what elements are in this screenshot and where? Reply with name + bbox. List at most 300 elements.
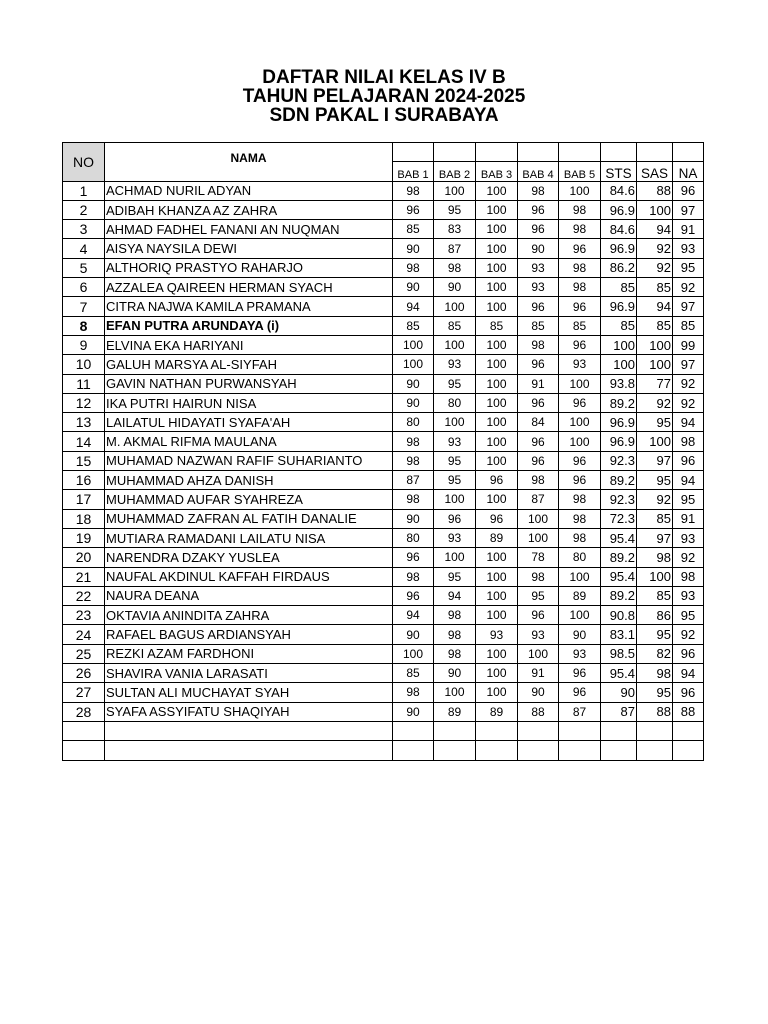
cell-bab5: 93 bbox=[559, 355, 601, 374]
cell-na: 99 bbox=[673, 335, 704, 354]
header-spacer bbox=[559, 143, 601, 162]
blank-cell bbox=[393, 721, 434, 740]
cell-na: 92 bbox=[673, 278, 704, 297]
cell-na: 88 bbox=[673, 702, 704, 721]
cell-nama: ALTHORIQ PRASTYO RAHARJO bbox=[105, 258, 393, 277]
cell-bab1: 96 bbox=[393, 200, 434, 219]
table-row bbox=[63, 239, 704, 258]
cell-bab2: 89 bbox=[434, 702, 476, 721]
cell-no: 2 bbox=[63, 200, 105, 219]
grades-table bbox=[62, 142, 704, 761]
cell-bab5: 98 bbox=[559, 220, 601, 239]
cell-nama: AZZALEA QAIREEN HERMAN SYACH bbox=[105, 278, 393, 297]
cell-bab4: 98 bbox=[518, 567, 559, 586]
cell-na: 93 bbox=[673, 528, 704, 547]
cell-no: 7 bbox=[63, 297, 105, 316]
cell-nama: MUHAMAD NAZWAN RAFIF SUHARIANTO bbox=[105, 451, 393, 470]
blank-cell bbox=[518, 741, 559, 760]
header-sts: STS bbox=[601, 162, 637, 181]
cell-sas: 86 bbox=[637, 606, 673, 625]
cell-bab4: 96 bbox=[518, 200, 559, 219]
cell-bab1: 87 bbox=[393, 471, 434, 490]
cell-na: 92 bbox=[673, 548, 704, 567]
cell-bab4: 84 bbox=[518, 413, 559, 432]
cell-bab5: 98 bbox=[559, 528, 601, 547]
cell-bab2: 87 bbox=[434, 239, 476, 258]
blank-cell bbox=[434, 741, 476, 760]
cell-no: 9 bbox=[63, 335, 105, 354]
cell-sts: 84.6 bbox=[601, 220, 637, 239]
cell-bab3: 93 bbox=[476, 625, 518, 644]
cell-bab3: 100 bbox=[476, 181, 518, 200]
cell-sas: 94 bbox=[637, 220, 673, 239]
cell-bab5: 98 bbox=[559, 509, 601, 528]
cell-no: 12 bbox=[63, 393, 105, 412]
cell-bab2: 100 bbox=[434, 490, 476, 509]
cell-sts: 84.6 bbox=[601, 181, 637, 200]
cell-nama: OKTAVIA ANINDITA ZAHRA bbox=[105, 606, 393, 625]
table-row bbox=[63, 528, 704, 547]
cell-na: 95 bbox=[673, 490, 704, 509]
cell-bab3: 100 bbox=[476, 200, 518, 219]
cell-bab1: 100 bbox=[393, 355, 434, 374]
title-line-2: TAHUN PELAJARAN 2024-2025 bbox=[242, 86, 526, 107]
blank-cell bbox=[601, 721, 637, 740]
cell-na: 98 bbox=[673, 432, 704, 451]
cell-no: 10 bbox=[63, 355, 105, 374]
cell-bab3: 100 bbox=[476, 548, 518, 567]
header-na: NA bbox=[673, 162, 704, 181]
cell-bab5: 98 bbox=[559, 490, 601, 509]
cell-no: 15 bbox=[63, 451, 105, 470]
cell-sas: 100 bbox=[637, 200, 673, 219]
cell-sas: 98 bbox=[637, 664, 673, 683]
cell-bab3: 100 bbox=[476, 413, 518, 432]
cell-sts: 96.9 bbox=[601, 239, 637, 258]
cell-bab2: 98 bbox=[434, 606, 476, 625]
cell-bab3: 100 bbox=[476, 335, 518, 354]
cell-sts: 95.4 bbox=[601, 528, 637, 547]
table-row bbox=[63, 413, 704, 432]
cell-bab2: 98 bbox=[434, 625, 476, 644]
header-spacer bbox=[518, 143, 559, 162]
cell-sas: 97 bbox=[637, 451, 673, 470]
table-row bbox=[63, 374, 704, 393]
table-row bbox=[63, 664, 704, 683]
cell-nama: M. AKMAL RIFMA MAULANA bbox=[105, 432, 393, 451]
header-spacer bbox=[601, 143, 637, 162]
table-row bbox=[63, 181, 704, 200]
table-row bbox=[63, 567, 704, 586]
cell-sas: 85 bbox=[637, 278, 673, 297]
cell-sas: 85 bbox=[637, 509, 673, 528]
cell-bab1: 80 bbox=[393, 528, 434, 547]
blank-cell bbox=[673, 741, 704, 760]
blank-cell bbox=[393, 741, 434, 760]
cell-bab2: 95 bbox=[434, 374, 476, 393]
cell-bab4: 96 bbox=[518, 606, 559, 625]
cell-bab3: 100 bbox=[476, 297, 518, 316]
cell-na: 94 bbox=[673, 413, 704, 432]
cell-bab1: 98 bbox=[393, 181, 434, 200]
header-nama: NAMA bbox=[105, 143, 393, 182]
cell-na: 91 bbox=[673, 509, 704, 528]
cell-sas: 95 bbox=[637, 683, 673, 702]
cell-nama: EFAN PUTRA ARUNDAYA (i) bbox=[105, 316, 393, 335]
cell-bab2: 90 bbox=[434, 278, 476, 297]
cell-bab2: 100 bbox=[434, 683, 476, 702]
cell-bab2: 100 bbox=[434, 413, 476, 432]
cell-na: 85 bbox=[673, 316, 704, 335]
cell-sas: 100 bbox=[637, 432, 673, 451]
cell-bab3: 100 bbox=[476, 451, 518, 470]
cell-sas: 77 bbox=[637, 374, 673, 393]
header-spacer bbox=[393, 143, 434, 162]
blank-cell bbox=[476, 741, 518, 760]
header-bab3: BAB 3 bbox=[476, 162, 518, 181]
cell-bab4: 98 bbox=[518, 335, 559, 354]
cell-bab5: 98 bbox=[559, 258, 601, 277]
cell-nama: ADIBAH KHANZA AZ ZAHRA bbox=[105, 200, 393, 219]
cell-no: 16 bbox=[63, 471, 105, 490]
cell-bab3: 100 bbox=[476, 664, 518, 683]
cell-bab1: 90 bbox=[393, 625, 434, 644]
cell-bab2: 98 bbox=[434, 644, 476, 663]
blank-cell bbox=[559, 741, 601, 760]
cell-bab5: 80 bbox=[559, 548, 601, 567]
cell-bab1: 98 bbox=[393, 451, 434, 470]
cell-sas: 92 bbox=[637, 258, 673, 277]
cell-bab3: 100 bbox=[476, 239, 518, 258]
cell-nama: ELVINA EKA HARIYANI bbox=[105, 335, 393, 354]
blank-cell bbox=[637, 721, 673, 740]
cell-bab4: 96 bbox=[518, 355, 559, 374]
blank-cell bbox=[637, 741, 673, 760]
cell-bab2: 85 bbox=[434, 316, 476, 335]
cell-na: 93 bbox=[673, 586, 704, 605]
cell-na: 97 bbox=[673, 297, 704, 316]
cell-bab4: 78 bbox=[518, 548, 559, 567]
cell-bab3: 89 bbox=[476, 528, 518, 547]
cell-nama: REZKI AZAM FARDHONI bbox=[105, 644, 393, 663]
cell-bab1: 85 bbox=[393, 664, 434, 683]
cell-nama: IKA PUTRI HAIRUN NISA bbox=[105, 393, 393, 412]
cell-no: 23 bbox=[63, 606, 105, 625]
table-row bbox=[63, 393, 704, 412]
cell-no: 22 bbox=[63, 586, 105, 605]
cell-bab4: 96 bbox=[518, 220, 559, 239]
cell-na: 95 bbox=[673, 606, 704, 625]
cell-bab4: 85 bbox=[518, 316, 559, 335]
cell-bab3: 85 bbox=[476, 316, 518, 335]
cell-nama: AISYA NAYSILA DEWI bbox=[105, 239, 393, 258]
cell-bab1: 85 bbox=[393, 316, 434, 335]
blank-cell bbox=[105, 721, 393, 740]
header-row-top bbox=[63, 143, 704, 162]
cell-bab1: 94 bbox=[393, 297, 434, 316]
cell-sts: 90 bbox=[601, 683, 637, 702]
cell-na: 96 bbox=[673, 644, 704, 663]
cell-bab5: 93 bbox=[559, 644, 601, 663]
table-row bbox=[63, 606, 704, 625]
table-row bbox=[63, 200, 704, 219]
cell-nama: SYAFA ASSYIFATU SHAQIYAH bbox=[105, 702, 393, 721]
header-bab1: BAB 1 bbox=[393, 162, 434, 181]
header-sas: SAS bbox=[637, 162, 673, 181]
cell-no: 20 bbox=[63, 548, 105, 567]
cell-bab3: 100 bbox=[476, 432, 518, 451]
cell-no: 25 bbox=[63, 644, 105, 663]
cell-sas: 92 bbox=[637, 490, 673, 509]
cell-bab5: 100 bbox=[559, 374, 601, 393]
header-spacer bbox=[637, 143, 673, 162]
cell-na: 92 bbox=[673, 625, 704, 644]
cell-sts: 89.2 bbox=[601, 393, 637, 412]
cell-bab4: 98 bbox=[518, 181, 559, 200]
title-line-3: SDN PAKAL I SURABAYA bbox=[269, 105, 499, 126]
cell-no: 6 bbox=[63, 278, 105, 297]
cell-nama: MUTIARA RAMADANI LAILATU NISA bbox=[105, 528, 393, 547]
table-row bbox=[63, 586, 704, 605]
table-row bbox=[63, 316, 704, 335]
cell-bab3: 100 bbox=[476, 355, 518, 374]
cell-bab4: 91 bbox=[518, 664, 559, 683]
cell-bab5: 100 bbox=[559, 606, 601, 625]
title-line-1: DAFTAR NILAI KELAS IV B bbox=[262, 67, 506, 88]
cell-bab5: 100 bbox=[559, 413, 601, 432]
blank-cell bbox=[518, 721, 559, 740]
cell-na: 96 bbox=[673, 451, 704, 470]
cell-na: 91 bbox=[673, 220, 704, 239]
cell-sas: 98 bbox=[637, 548, 673, 567]
cell-bab2: 100 bbox=[434, 335, 476, 354]
cell-bab4: 90 bbox=[518, 239, 559, 258]
cell-sas: 94 bbox=[637, 297, 673, 316]
cell-bab4: 91 bbox=[518, 374, 559, 393]
cell-sts: 85 bbox=[601, 316, 637, 335]
cell-sas: 95 bbox=[637, 625, 673, 644]
cell-sas: 85 bbox=[637, 586, 673, 605]
cell-sts: 93.8 bbox=[601, 374, 637, 393]
cell-bab5: 96 bbox=[559, 335, 601, 354]
cell-bab1: 100 bbox=[393, 335, 434, 354]
table-row bbox=[63, 644, 704, 663]
cell-bab2: 93 bbox=[434, 355, 476, 374]
blank-row bbox=[63, 741, 704, 760]
cell-bab4: 100 bbox=[518, 644, 559, 663]
table-row bbox=[63, 451, 704, 470]
cell-bab3: 100 bbox=[476, 644, 518, 663]
cell-bab3: 100 bbox=[476, 606, 518, 625]
cell-sts: 83.1 bbox=[601, 625, 637, 644]
cell-no: 5 bbox=[63, 258, 105, 277]
cell-bab5: 96 bbox=[559, 471, 601, 490]
table-row bbox=[63, 548, 704, 567]
cell-bab4: 87 bbox=[518, 490, 559, 509]
cell-nama: NAURA DEANA bbox=[105, 586, 393, 605]
cell-bab2: 90 bbox=[434, 664, 476, 683]
cell-bab4: 96 bbox=[518, 451, 559, 470]
cell-nama: ACHMAD NURIL ADYAN bbox=[105, 181, 393, 200]
table-row bbox=[63, 702, 704, 721]
cell-bab4: 96 bbox=[518, 432, 559, 451]
cell-nama: SULTAN ALI MUCHAYAT SYAH bbox=[105, 683, 393, 702]
cell-bab3: 100 bbox=[476, 220, 518, 239]
header-bab4: BAB 4 bbox=[518, 162, 559, 181]
cell-nama: MUHAMMAD AUFAR SYAHREZA bbox=[105, 490, 393, 509]
cell-no: 1 bbox=[63, 181, 105, 200]
table-row bbox=[63, 278, 704, 297]
cell-bab2: 100 bbox=[434, 181, 476, 200]
cell-bab2: 94 bbox=[434, 586, 476, 605]
header-spacer bbox=[434, 143, 476, 162]
cell-na: 98 bbox=[673, 567, 704, 586]
cell-bab3: 100 bbox=[476, 586, 518, 605]
cell-bab5: 100 bbox=[559, 432, 601, 451]
cell-sas: 97 bbox=[637, 528, 673, 547]
cell-bab1: 90 bbox=[393, 393, 434, 412]
cell-na: 94 bbox=[673, 471, 704, 490]
cell-bab5: 87 bbox=[559, 702, 601, 721]
cell-sts: 90.8 bbox=[601, 606, 637, 625]
cell-bab3: 100 bbox=[476, 278, 518, 297]
cell-bab5: 96 bbox=[559, 297, 601, 316]
cell-sts: 96.9 bbox=[601, 200, 637, 219]
cell-na: 97 bbox=[673, 200, 704, 219]
table-row bbox=[63, 625, 704, 644]
cell-bab3: 96 bbox=[476, 471, 518, 490]
cell-sts: 95.4 bbox=[601, 567, 637, 586]
cell-no: 4 bbox=[63, 239, 105, 258]
cell-bab4: 96 bbox=[518, 393, 559, 412]
table-row bbox=[63, 335, 704, 354]
cell-sas: 88 bbox=[637, 702, 673, 721]
cell-nama: SHAVIRA VANIA LARASATI bbox=[105, 664, 393, 683]
cell-sts: 100 bbox=[601, 355, 637, 374]
header-bab2: BAB 2 bbox=[434, 162, 476, 181]
cell-no: 11 bbox=[63, 374, 105, 393]
table-row bbox=[63, 683, 704, 702]
cell-bab4: 100 bbox=[518, 528, 559, 547]
cell-bab4: 100 bbox=[518, 509, 559, 528]
cell-sts: 86.2 bbox=[601, 258, 637, 277]
cell-bab1: 90 bbox=[393, 509, 434, 528]
cell-bab3: 100 bbox=[476, 393, 518, 412]
cell-no: 27 bbox=[63, 683, 105, 702]
cell-bab1: 100 bbox=[393, 644, 434, 663]
cell-sas: 95 bbox=[637, 413, 673, 432]
cell-bab1: 80 bbox=[393, 413, 434, 432]
cell-no: 28 bbox=[63, 702, 105, 721]
cell-bab4: 95 bbox=[518, 586, 559, 605]
cell-sts: 98.5 bbox=[601, 644, 637, 663]
blank-cell bbox=[476, 721, 518, 740]
cell-bab2: 100 bbox=[434, 548, 476, 567]
cell-sas: 82 bbox=[637, 644, 673, 663]
cell-bab5: 96 bbox=[559, 393, 601, 412]
cell-bab5: 89 bbox=[559, 586, 601, 605]
cell-bab4: 96 bbox=[518, 297, 559, 316]
cell-bab2: 95 bbox=[434, 200, 476, 219]
cell-bab2: 83 bbox=[434, 220, 476, 239]
cell-bab1: 94 bbox=[393, 606, 434, 625]
cell-na: 97 bbox=[673, 355, 704, 374]
cell-bab1: 96 bbox=[393, 548, 434, 567]
cell-sas: 88 bbox=[637, 181, 673, 200]
cell-sts: 96.9 bbox=[601, 413, 637, 432]
cell-bab4: 93 bbox=[518, 258, 559, 277]
cell-no: 24 bbox=[63, 625, 105, 644]
table-row bbox=[63, 297, 704, 316]
cell-bab5: 98 bbox=[559, 278, 601, 297]
cell-na: 96 bbox=[673, 181, 704, 200]
cell-no: 3 bbox=[63, 220, 105, 239]
cell-no: 17 bbox=[63, 490, 105, 509]
cell-bab1: 98 bbox=[393, 567, 434, 586]
cell-sts: 95.4 bbox=[601, 664, 637, 683]
header-bab5: BAB 5 bbox=[559, 162, 601, 181]
cell-no: 8 bbox=[63, 316, 105, 335]
table-row bbox=[63, 355, 704, 374]
document-title bbox=[0, 68, 768, 125]
cell-sas: 85 bbox=[637, 316, 673, 335]
blank-cell bbox=[601, 741, 637, 760]
cell-bab2: 93 bbox=[434, 432, 476, 451]
header-spacer bbox=[673, 143, 704, 162]
cell-bab5: 96 bbox=[559, 239, 601, 258]
cell-bab2: 96 bbox=[434, 509, 476, 528]
cell-bab5: 96 bbox=[559, 451, 601, 470]
cell-bab1: 90 bbox=[393, 374, 434, 393]
cell-bab3: 89 bbox=[476, 702, 518, 721]
cell-bab3: 100 bbox=[476, 258, 518, 277]
cell-sts: 89.2 bbox=[601, 586, 637, 605]
cell-bab5: 96 bbox=[559, 664, 601, 683]
cell-bab4: 88 bbox=[518, 702, 559, 721]
cell-no: 18 bbox=[63, 509, 105, 528]
cell-bab2: 98 bbox=[434, 258, 476, 277]
cell-bab3: 100 bbox=[476, 683, 518, 702]
cell-nama: MUHAMMAD ZAFRAN AL FATIH DANALIE bbox=[105, 509, 393, 528]
cell-bab1: 96 bbox=[393, 586, 434, 605]
cell-na: 93 bbox=[673, 239, 704, 258]
cell-bab1: 98 bbox=[393, 432, 434, 451]
cell-bab2: 80 bbox=[434, 393, 476, 412]
cell-sts: 92.3 bbox=[601, 490, 637, 509]
cell-sts: 96.9 bbox=[601, 432, 637, 451]
cell-sts: 89.2 bbox=[601, 471, 637, 490]
cell-bab5: 96 bbox=[559, 683, 601, 702]
cell-na: 92 bbox=[673, 393, 704, 412]
table-row bbox=[63, 432, 704, 451]
cell-nama: CITRA NAJWA KAMILA PRAMANA bbox=[105, 297, 393, 316]
cell-sts: 72.3 bbox=[601, 509, 637, 528]
cell-bab3: 100 bbox=[476, 567, 518, 586]
header-spacer bbox=[476, 143, 518, 162]
blank-cell bbox=[63, 741, 105, 760]
cell-bab4: 93 bbox=[518, 625, 559, 644]
cell-bab1: 90 bbox=[393, 239, 434, 258]
cell-sts: 96.9 bbox=[601, 297, 637, 316]
header-no: NO bbox=[63, 143, 105, 182]
cell-no: 26 bbox=[63, 664, 105, 683]
cell-nama: GALUH MARSYA AL-SIYFAH bbox=[105, 355, 393, 374]
cell-nama: MUHAMMAD AHZA DANISH bbox=[105, 471, 393, 490]
cell-na: 92 bbox=[673, 374, 704, 393]
cell-bab3: 100 bbox=[476, 490, 518, 509]
cell-sts: 100 bbox=[601, 335, 637, 354]
cell-sas: 92 bbox=[637, 239, 673, 258]
